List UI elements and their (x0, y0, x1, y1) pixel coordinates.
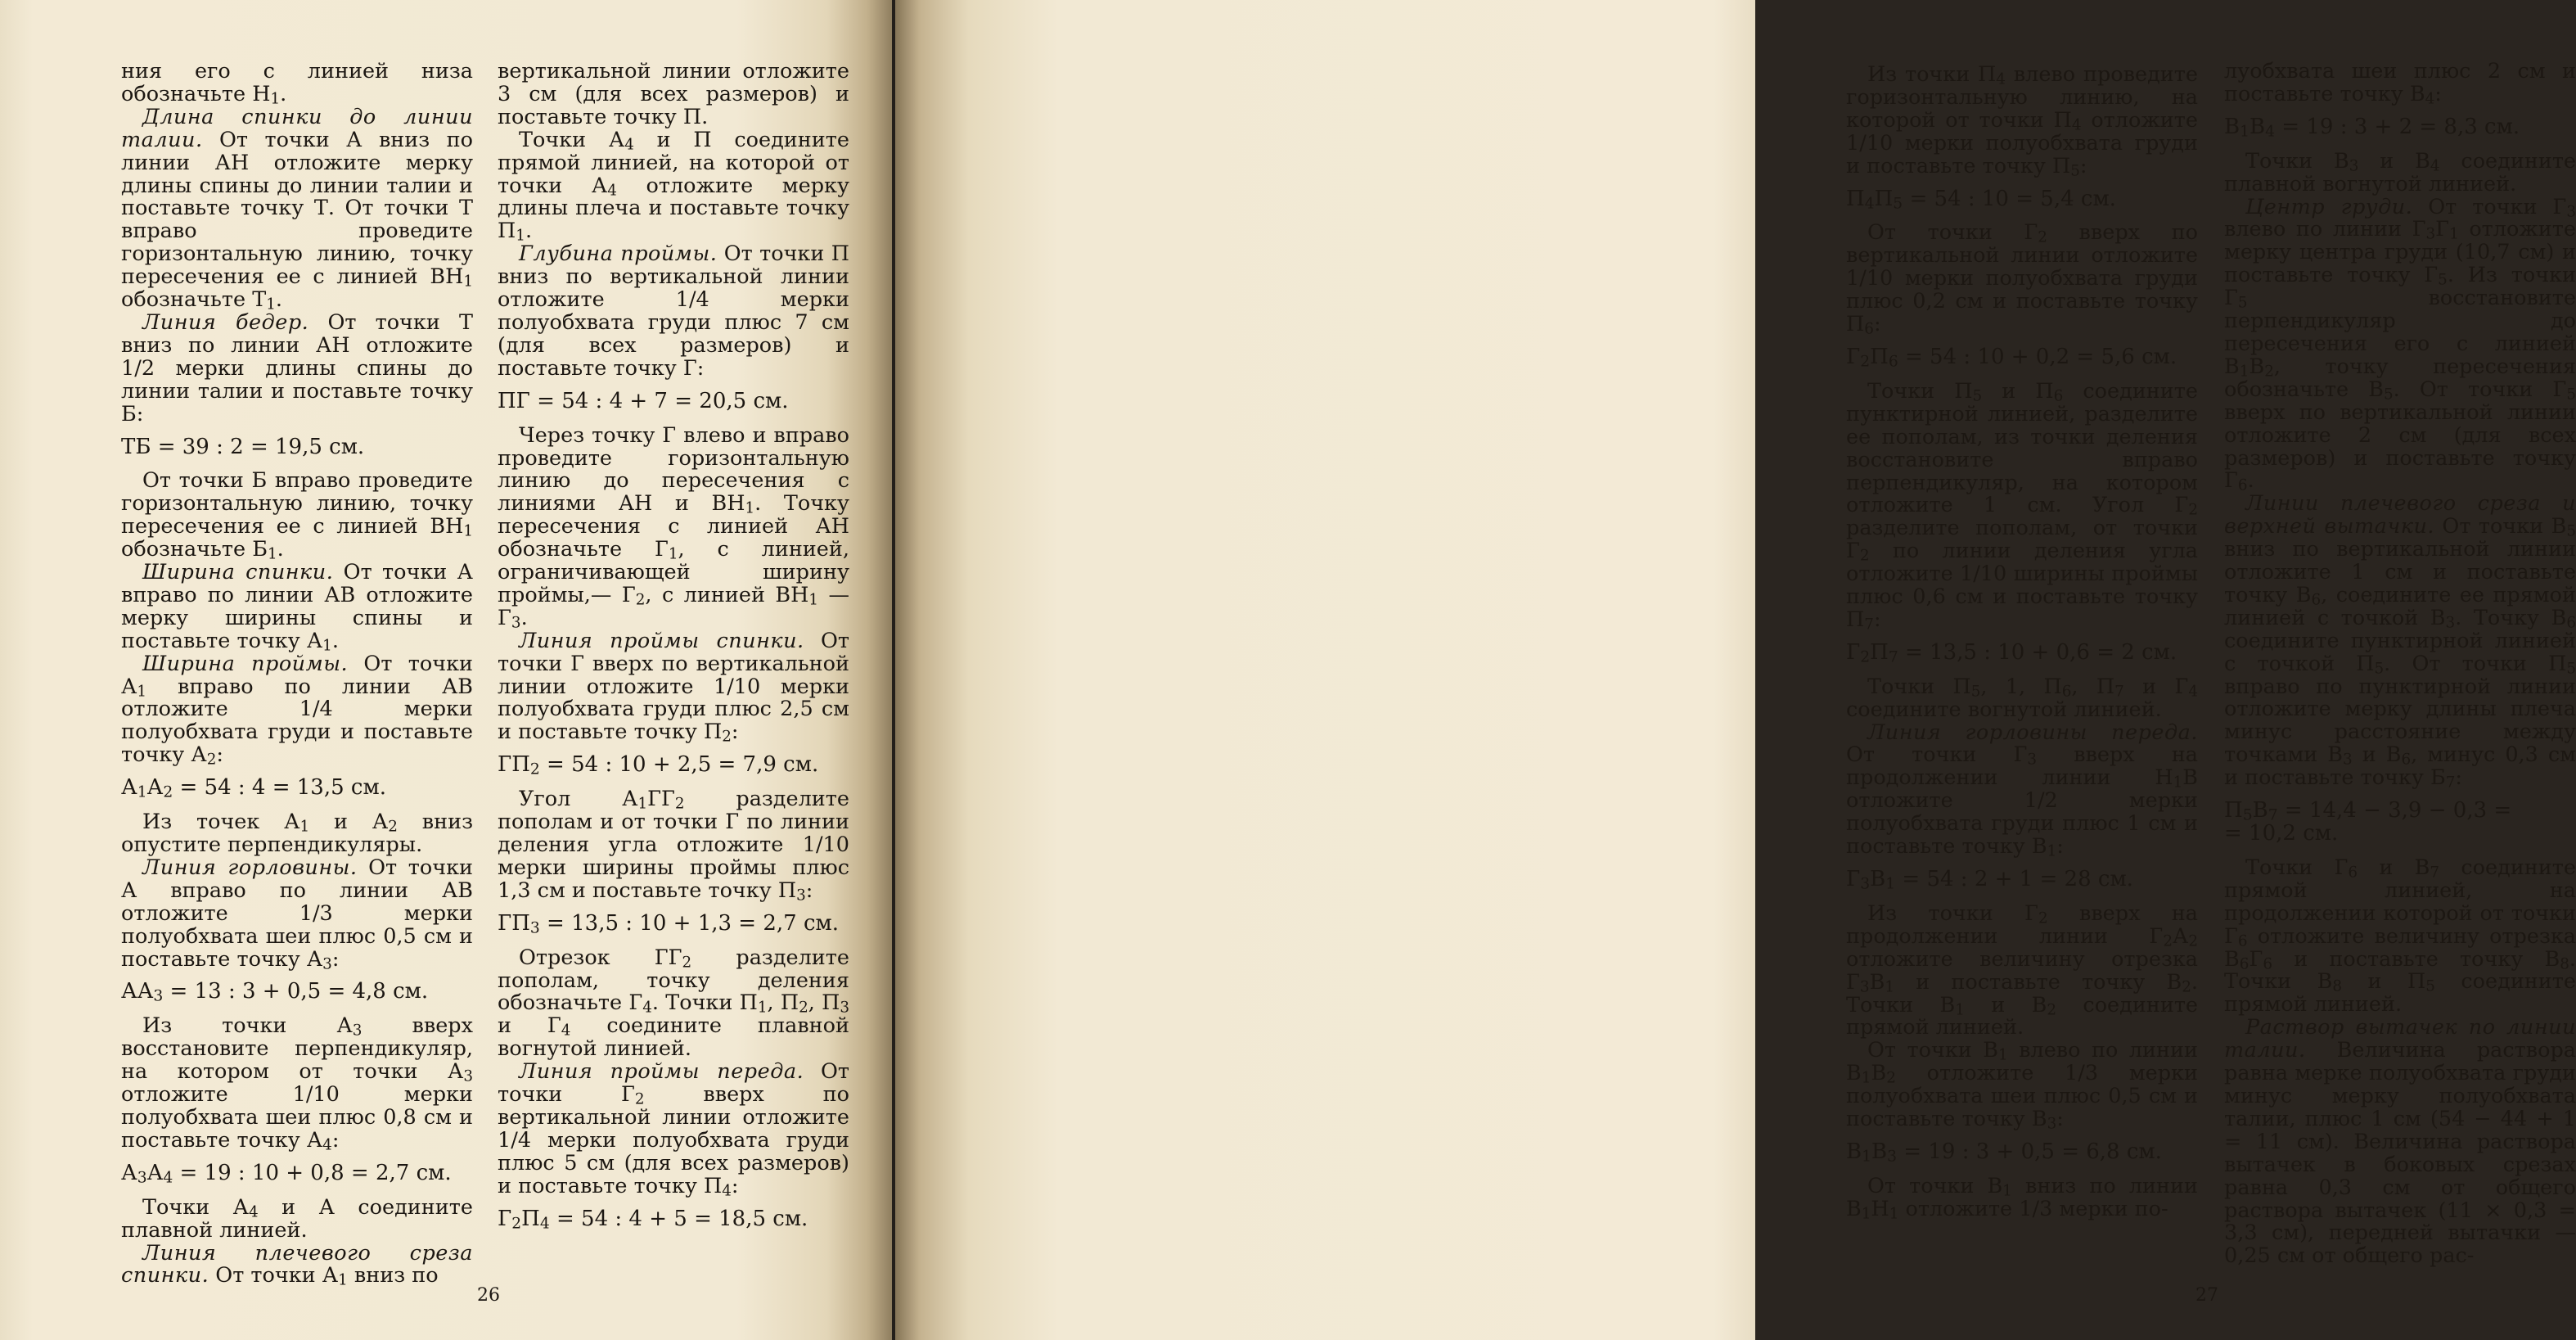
left-page-column-2 (498, 61, 849, 1243)
paragraph: Отрезок $ГГ_2$ разделите пополам, точку деления обозначьте $Г_4$. Точки $П_1$, $П_2$, $П_3$ и $Г_4$ соедините плавной вогнутой линией. (498, 945, 849, 1062)
paragraph: луобхвата шеи плюс 2 см и поставьте точку $В_4$: (2224, 59, 2576, 108)
left-page-number: 26 (477, 1285, 500, 1306)
paragraph: Точки $В_3$ и $В_4$ соедините плавной вогнутой линией. (2224, 148, 2576, 196)
formula-line: $Г_2П_7 = 13,5$ : 10 + 0,6 = 2 см. (1846, 639, 2177, 666)
paragraph: Линия горловины переда. От точки $Г_3$ вверх на продолжении линии $Н_1В$ отложите 1/2 мерки полуобхвата груди плюс 1 см и поставьте точку $В_1$: (1846, 720, 2198, 860)
formula-line: $В_1В_3 = 19$ : 3 + 0,5 = 6,8 см. (1846, 1139, 2162, 1166)
paragraph: Точки $Г_6$ и $В_7$ соедините прямой линией, на продолжении которой от точки $Г_6$ отложите величину отрезка $В_6Г_6$ и поставьте точку $В_8$. Точки $В_8$ и $П_5$ соедините прямой линией. (2224, 855, 2576, 1017)
paragraph: Длина спинки до линии талии. От точки А вниз по линии АН отложите мерку длины спины до линии талии и поставьте точку Т. От точки Т вправо проведите горизонтальную линию, точку пересечения ее с линией $ВН_1$ обозначьте $Т_1$. (121, 104, 473, 314)
formula-line: $Г_2П_6 = 54$ : 10 + 0,2 = 5,6 см. (1846, 344, 2177, 371)
left-page (0, 0, 892, 1340)
paragraph: Глубина проймы. От точки П вниз по вертикальной линии отложите 1/4 мерки полуобхвата груди плюс 7 см (для всех размеров) и поставьте точку Г: (498, 241, 849, 381)
paragraph: Из точки $Г_2$ вверх на продолжении линии $Г_2А_2$ отложите величину отрезка $Г_3В_1$ и поставьте точку $В_2$. Точки $В_1$ и $В_2$ соедините прямой линией. (1846, 900, 2199, 1040)
paragraph: Ширина проймы. От точки $А_1$ вправо по линии АВ отложите 1/4 мерки полуобхвата груди и поставьте точку $А_2$: (121, 651, 473, 769)
paragraph: Центр груди. От точки $Г_3$ влево по линии $Г_3Г_1$ отложите мерку центра груди (10,7 см) и поставьте точку $Г_5$. Из точки $Г_5$ восстановите перпендикуляр до пересечения его с линией $В_1В_2$, точку пересечения обозначьте $В_5$. От точки $Г_5$ вверх по вертикальной линии отложите 2 см (для всех размеров) и поставьте точку $Г_6$. (2224, 194, 2576, 495)
paragraph: От точки Б вправо проведите горизонтальную линию, точку пересечения ее с линией $ВН_1$ обозначьте $Б_1$. (121, 468, 473, 563)
formula-line: $Г_3В_1 = 54$ : 2 + 1 = 28 см. (1846, 867, 2133, 893)
right-page-column-2 (2224, 61, 2576, 1268)
paragraph: Угол $А_1ГГ_2$ разделите пополам и от точки Г по линии деления угла отложите 1/10 мерки ширины проймы плюс 1,3 см и поставьте точку $П_3$: (498, 787, 849, 905)
formula-line: $ГП_2 = 54$ : 10 + 2,5 = 7,9 см. (498, 752, 819, 779)
paragraph: Точки $А_4$ и П соедините прямой линией, на которой от точки $А_4$ отложите мерку длины плеча и поставьте точку $П_1$. (498, 127, 849, 246)
formula-line: $АА_3 = 13$ : 3 + 0,5 = 4,8 см. (121, 979, 429, 1006)
paragraph: От точки $Г_2$ вверх по вертикальной линии отложите 1/10 мерки полуобхвата груди плюс 0,2 см и поставьте точку $П_6$: (1846, 220, 2198, 338)
paragraph: Ширина спинки. От точки А вправо по линии АВ отложите мерку ширины спины и поставьте точку $А_1$. (121, 560, 473, 655)
paragraph: Раствор вытачек по линии талии. Величина раствора равна мерке полуобхвата груди минус мерку полуобхвата талии, плюс 1 см (54 − 44 + 1 = 11 см). Величина раствора вытачек в боковых срезах равна 0,3 см от общего раствора вытачек (11 × 0,3 = 3,3 см), передней вытачки — 0,25 см от общего рас- (2224, 1015, 2576, 1269)
paragraph: вертикальной линии отложите 3 см (для всех размеров) и поставьте точку П. (498, 59, 849, 129)
paragraph: Из точки $А_3$ вверх восстановите перпендикуляр, на котором от точки $А_3$ отложите 1/10 мерки полуобхвата шеи плюс 0,8 см и поставьте точку $А_4$: (121, 1013, 473, 1154)
paragraph: Точки $П_5$, 1, $П_6$, $П_7$ и $Г_4$ соедините вогнутой линией. (1846, 674, 2198, 722)
formula-line: $В_1В_4 = 19$ : 3 + 2 = 8,3 см. (2224, 114, 2520, 141)
formula-line: ТБ = 39 : 2 = 19,5 см. (121, 434, 365, 459)
formula-line: $А_3А_4 = 19$ : 10 + 0,8 = 2,7 см. (121, 1160, 452, 1187)
paragraph: Точки $А_4$ и А соедините плавной линией. (121, 1194, 473, 1243)
paragraph: Линия бедер. От точки Т вниз по линии АН отложите 1/2 мерки длины спины до линии талии и поставьте точку Б: (121, 309, 474, 426)
formula-line: $ГП_3 = 13,5$ : 10 + 1,3 = 2,7 см. (498, 910, 840, 937)
formula-line: $Г_2П_4 = 54$ : 4 + 5 = 18,5 см. (498, 1206, 808, 1233)
formula-line: $А_1А_2 = 54$ : 4 = 13,5 см. (121, 775, 386, 801)
formula-line: ПГ = 54 : 4 + 7 = 20,5 см. (498, 388, 789, 413)
paragraph: Линия плечевого среза спинки. От точки $А_1$ вниз по (121, 1240, 473, 1290)
right-page-column-1 (1846, 64, 2198, 1221)
paragraph: Из точки $П_4$ влево проведите горизонтальную линию, на которой от точки $П_4$ отложите 1/10 мерки полуобхвата груди и поставьте точку $П_5$: (1846, 62, 2198, 180)
paragraph: От точки $В_1$ вниз по линии $В_1Н_1$ отложите 1/3 мерки по- (1846, 1173, 2199, 1223)
paragraph: От точки $В_1$ влево по линии $В_1В_2$ отложите 1/3 мерки полуобхвата шеи плюс 0,5 см и поставьте точку $В_3$: (1846, 1038, 2199, 1133)
left-page-column-1 (121, 61, 473, 1288)
right-page (895, 0, 2576, 1340)
paragraph: Линия проймы спинки. От точки Г вверх по вертикальной линии отложите 1/10 мерки полуобхвата груди плюс 2,5 см и поставьте точку $П_2$: (498, 628, 849, 747)
paragraph: Из точек $А_1$ и $А_2$ вниз опустите перпендикуляры. (121, 810, 473, 857)
paragraph: Через точку Г влево и вправо проведите горизонтальную линию до пересечения с линиями АН и $ВН_1$. Точку пересечения с линией АН обозначьте $Г_1$, с линией, ограничивающей ширину проймы,— $Г_2$, с линией $ВН_1$ — $Г_3$. (498, 422, 849, 632)
paragraph: Линии плечевого среза и верхней вытачки. От точки $В_5$ вниз по вертикальной линии отложите 1 см и поставьте точку $В_6$, соедините ее прямой линией с точкой $В_3$. Точку $В_6$ соедините пунктирной линией с точкой $П_5$. От точки $П_5$ вправо по пунктирной линии отложите мерку длины плеча минус расстояние между точками $В_3$ и $В_6$, минус 0,3 см и поставьте точку $Б_7$: (2224, 491, 2576, 792)
right-page-number: 27 (2195, 1285, 2218, 1306)
paragraph: Линия проймы переда. От точки $Г_2$ вверх по вертикальной линии отложите 1/4 мерки полуобхвата груди плюс 5 см (для всех размеров) и поставьте точку $П_4$: (498, 1059, 849, 1200)
paragraph: Точки $П_5$ и $П_6$ соедините пунктирной линией, разделите ее пополам, из точки деления восстановите вправо перпендикуляр, на котором отложите 1 см. Угол $Г_2$ разделите пополам, от точки $Г_2$ по линии деления угла отложите 1/10 ширины проймы плюс 0,6 см и поставьте точку $П_7$: (1846, 378, 2199, 634)
paragraph: Линия горловины. От точки А вправо по линии АВ отложите 1/3 мерки полуобхвата шеи плюс 0,5 см и поставьте точку $А_3$: (121, 855, 474, 973)
formula-line: $П_4П_5 = 54$ : 10 = 5,4 см. (1846, 186, 2116, 213)
formula-line: $П_5В_7 = 14,4 - 3,9 - 0,3$ = = 10,2 см. (2224, 798, 2512, 846)
paragraph: ния его с линией низа обозначьте $Н_1$. (121, 59, 473, 108)
